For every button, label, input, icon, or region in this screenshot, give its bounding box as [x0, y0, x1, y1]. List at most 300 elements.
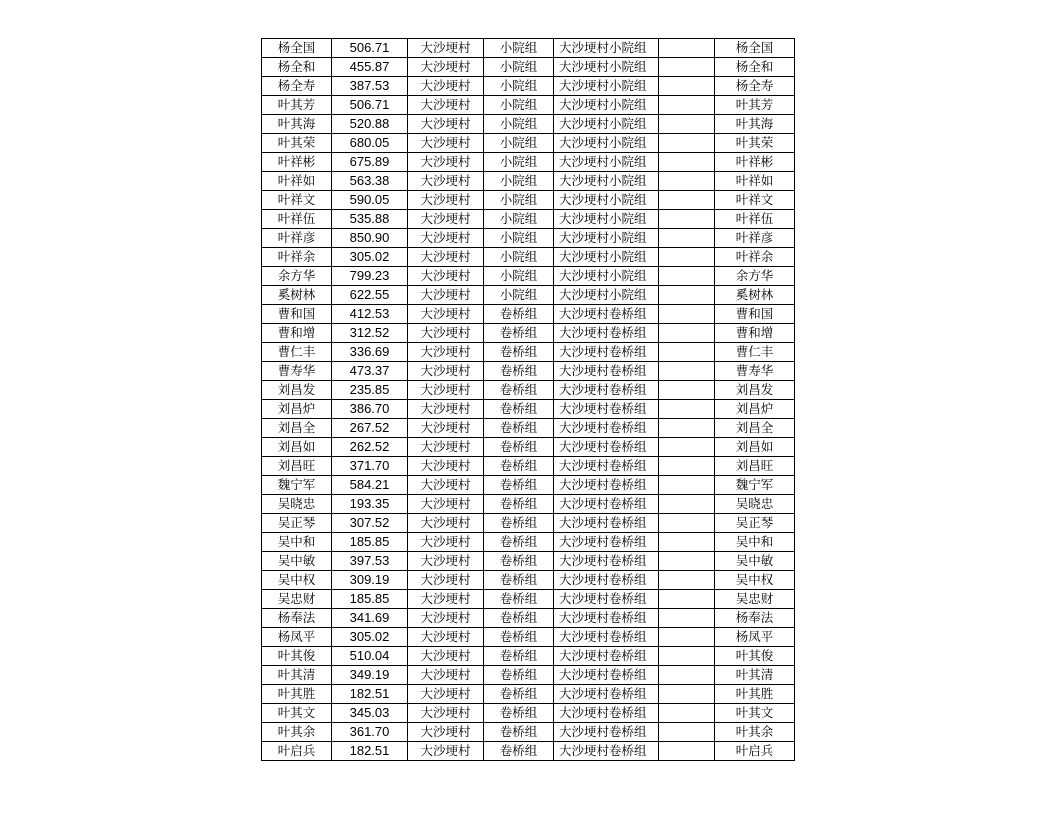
village-cell: 大沙埂村: [408, 39, 484, 58]
village-cell: 大沙埂村: [408, 248, 484, 267]
village-cell: 大沙埂村: [408, 495, 484, 514]
group-cell: 小院组: [484, 115, 554, 134]
blank-cell: [659, 552, 715, 571]
table-row: [262, 96, 795, 115]
holder-name-cell: 叶祥伍: [715, 210, 795, 229]
area-value-cell: 235.85: [332, 381, 408, 400]
blank-cell: [659, 381, 715, 400]
table-row: [262, 39, 795, 58]
holder-name-cell: 魏宁军: [715, 476, 795, 495]
farmer-name-cell: 叶其俊: [262, 647, 332, 666]
group-cell: 卷桥组: [484, 685, 554, 704]
village-cell: 大沙埂村: [408, 96, 484, 115]
area-value-cell: 371.70: [332, 457, 408, 476]
blank-cell: [659, 153, 715, 172]
table-row: [262, 400, 795, 419]
group-cell: 卷桥组: [484, 666, 554, 685]
holder-name-cell: 曹寿华: [715, 362, 795, 381]
holder-name-cell: 叶祥文: [715, 191, 795, 210]
table-row: [262, 438, 795, 457]
farmer-name-cell: 曹仁丰: [262, 343, 332, 362]
table-row: [262, 343, 795, 362]
holder-name-cell: 吴正琴: [715, 514, 795, 533]
holder-name-cell: 杨全和: [715, 58, 795, 77]
farmer-name-cell: 曹和增: [262, 324, 332, 343]
holder-name-cell: 叶其荣: [715, 134, 795, 153]
village-cell: 大沙埂村: [408, 476, 484, 495]
farmer-name-cell: 叶祥余: [262, 248, 332, 267]
area-value-cell: 185.85: [332, 590, 408, 609]
blank-cell: [659, 267, 715, 286]
group-cell: 卷桥组: [484, 742, 554, 761]
village-cell: 大沙埂村: [408, 533, 484, 552]
holder-name-cell: 叶其俊: [715, 647, 795, 666]
blank-cell: [659, 742, 715, 761]
location-cell: 大沙埂村小院组: [554, 134, 659, 153]
farmer-name-cell: 叶祥如: [262, 172, 332, 191]
area-value-cell: 341.69: [332, 609, 408, 628]
group-cell: 小院组: [484, 172, 554, 191]
blank-cell: [659, 305, 715, 324]
table-row: [262, 191, 795, 210]
farmer-name-cell: 叶其胜: [262, 685, 332, 704]
blank-cell: [659, 58, 715, 77]
area-value-cell: 535.88: [332, 210, 408, 229]
village-cell: 大沙埂村: [408, 362, 484, 381]
area-value-cell: 850.90: [332, 229, 408, 248]
blank-cell: [659, 400, 715, 419]
group-cell: 卷桥组: [484, 723, 554, 742]
farmer-name-cell: 吴中和: [262, 533, 332, 552]
holder-name-cell: 吴忠财: [715, 590, 795, 609]
location-cell: 大沙埂村卷桥组: [554, 742, 659, 761]
village-cell: 大沙埂村: [408, 552, 484, 571]
blank-cell: [659, 248, 715, 267]
location-cell: 大沙埂村卷桥组: [554, 438, 659, 457]
location-cell: 大沙埂村卷桥组: [554, 343, 659, 362]
table-body: [262, 39, 795, 761]
holder-name-cell: 吴中和: [715, 533, 795, 552]
group-cell: 卷桥组: [484, 343, 554, 362]
group-cell: 卷桥组: [484, 533, 554, 552]
farmer-name-cell: 吴晓忠: [262, 495, 332, 514]
group-cell: 卷桥组: [484, 324, 554, 343]
holder-name-cell: 曹和增: [715, 324, 795, 343]
table-row: [262, 704, 795, 723]
group-cell: 卷桥组: [484, 362, 554, 381]
holder-name-cell: 余方华: [715, 267, 795, 286]
farmer-name-cell: 叶其文: [262, 704, 332, 723]
holder-name-cell: 叶其芳: [715, 96, 795, 115]
blank-cell: [659, 210, 715, 229]
table-row: [262, 362, 795, 381]
farmer-name-cell: 叶其荣: [262, 134, 332, 153]
village-cell: 大沙埂村: [408, 172, 484, 191]
area-value-cell: 590.05: [332, 191, 408, 210]
farmer-name-cell: 余方华: [262, 267, 332, 286]
blank-cell: [659, 343, 715, 362]
farmer-name-cell: 刘昌如: [262, 438, 332, 457]
village-cell: 大沙埂村: [408, 742, 484, 761]
blank-cell: [659, 438, 715, 457]
area-value-cell: 312.52: [332, 324, 408, 343]
area-value-cell: 361.70: [332, 723, 408, 742]
holder-name-cell: 曹仁丰: [715, 343, 795, 362]
farmer-name-cell: 杨全国: [262, 39, 332, 58]
blank-cell: [659, 590, 715, 609]
village-cell: 大沙埂村: [408, 267, 484, 286]
blank-cell: [659, 628, 715, 647]
farmer-name-cell: 奚树林: [262, 286, 332, 305]
farmer-name-cell: 杨凤平: [262, 628, 332, 647]
farmer-name-cell: 刘昌炉: [262, 400, 332, 419]
group-cell: 小院组: [484, 210, 554, 229]
area-value-cell: 307.52: [332, 514, 408, 533]
blank-cell: [659, 362, 715, 381]
village-cell: 大沙埂村: [408, 457, 484, 476]
table-row: [262, 609, 795, 628]
area-value-cell: 386.70: [332, 400, 408, 419]
table-row: [262, 58, 795, 77]
area-value-cell: 622.55: [332, 286, 408, 305]
location-cell: 大沙埂村卷桥组: [554, 628, 659, 647]
blank-cell: [659, 286, 715, 305]
group-cell: 小院组: [484, 134, 554, 153]
area-value-cell: 412.53: [332, 305, 408, 324]
location-cell: 大沙埂村卷桥组: [554, 476, 659, 495]
village-cell: 大沙埂村: [408, 723, 484, 742]
group-cell: 小院组: [484, 286, 554, 305]
village-cell: 大沙埂村: [408, 210, 484, 229]
location-cell: 大沙埂村小院组: [554, 191, 659, 210]
location-cell: 大沙埂村卷桥组: [554, 666, 659, 685]
village-cell: 大沙埂村: [408, 704, 484, 723]
holder-name-cell: 刘昌发: [715, 381, 795, 400]
holder-name-cell: 叶其海: [715, 115, 795, 134]
group-cell: 卷桥组: [484, 571, 554, 590]
holder-name-cell: 叶其清: [715, 666, 795, 685]
blank-cell: [659, 39, 715, 58]
location-cell: 大沙埂村小院组: [554, 153, 659, 172]
village-cell: 大沙埂村: [408, 229, 484, 248]
location-cell: 大沙埂村卷桥组: [554, 419, 659, 438]
blank-cell: [659, 134, 715, 153]
village-cell: 大沙埂村: [408, 628, 484, 647]
blank-cell: [659, 609, 715, 628]
farmer-name-cell: 杨全和: [262, 58, 332, 77]
group-cell: 卷桥组: [484, 704, 554, 723]
holder-name-cell: 叶祥彬: [715, 153, 795, 172]
table-row: [262, 476, 795, 495]
farmer-name-cell: 刘昌旺: [262, 457, 332, 476]
group-cell: 卷桥组: [484, 647, 554, 666]
table-row: [262, 590, 795, 609]
blank-cell: [659, 495, 715, 514]
area-value-cell: 506.71: [332, 96, 408, 115]
holder-name-cell: 杨全寿: [715, 77, 795, 96]
group-cell: 卷桥组: [484, 495, 554, 514]
group-cell: 卷桥组: [484, 305, 554, 324]
location-cell: 大沙埂村卷桥组: [554, 457, 659, 476]
village-cell: 大沙埂村: [408, 343, 484, 362]
location-cell: 大沙埂村卷桥组: [554, 685, 659, 704]
area-value-cell: 473.37: [332, 362, 408, 381]
group-cell: 小院组: [484, 191, 554, 210]
location-cell: 大沙埂村小院组: [554, 267, 659, 286]
holder-name-cell: 叶祥彦: [715, 229, 795, 248]
village-cell: 大沙埂村: [408, 666, 484, 685]
village-cell: 大沙埂村: [408, 647, 484, 666]
location-cell: 大沙埂村卷桥组: [554, 723, 659, 742]
farmer-name-cell: 曹寿华: [262, 362, 332, 381]
group-cell: 小院组: [484, 39, 554, 58]
table-row: [262, 77, 795, 96]
location-cell: 大沙埂村卷桥组: [554, 381, 659, 400]
area-value-cell: 680.05: [332, 134, 408, 153]
group-cell: 小院组: [484, 96, 554, 115]
table-row: [262, 210, 795, 229]
farmer-name-cell: 魏宁军: [262, 476, 332, 495]
holder-name-cell: 叶其文: [715, 704, 795, 723]
farmer-name-cell: 杨全寿: [262, 77, 332, 96]
location-cell: 大沙埂村小院组: [554, 172, 659, 191]
blank-cell: [659, 96, 715, 115]
area-value-cell: 520.88: [332, 115, 408, 134]
group-cell: 小院组: [484, 229, 554, 248]
group-cell: 卷桥组: [484, 381, 554, 400]
blank-cell: [659, 685, 715, 704]
blank-cell: [659, 723, 715, 742]
farmer-name-cell: 吴中权: [262, 571, 332, 590]
location-cell: 大沙埂村小院组: [554, 96, 659, 115]
blank-cell: [659, 533, 715, 552]
location-cell: 大沙埂村卷桥组: [554, 571, 659, 590]
holder-name-cell: 叶启兵: [715, 742, 795, 761]
farmer-name-cell: 叶启兵: [262, 742, 332, 761]
village-cell: 大沙埂村: [408, 590, 484, 609]
group-cell: 卷桥组: [484, 609, 554, 628]
holder-name-cell: 叶其余: [715, 723, 795, 742]
table-row: [262, 419, 795, 438]
table-row: [262, 742, 795, 761]
table-row: [262, 457, 795, 476]
area-value-cell: 305.02: [332, 628, 408, 647]
village-cell: 大沙埂村: [408, 153, 484, 172]
group-cell: 小院组: [484, 248, 554, 267]
blank-cell: [659, 476, 715, 495]
table-row: [262, 381, 795, 400]
blank-cell: [659, 172, 715, 191]
table-row: [262, 286, 795, 305]
village-cell: 大沙埂村: [408, 134, 484, 153]
farmer-name-cell: 吴忠财: [262, 590, 332, 609]
group-cell: 卷桥组: [484, 438, 554, 457]
table-row: [262, 324, 795, 343]
area-value-cell: 455.87: [332, 58, 408, 77]
blank-cell: [659, 647, 715, 666]
area-value-cell: 182.51: [332, 742, 408, 761]
area-value-cell: 799.23: [332, 267, 408, 286]
village-cell: 大沙埂村: [408, 685, 484, 704]
holder-name-cell: 刘昌如: [715, 438, 795, 457]
location-cell: 大沙埂村小院组: [554, 248, 659, 267]
table-row: [262, 153, 795, 172]
location-cell: 大沙埂村卷桥组: [554, 305, 659, 324]
location-cell: 大沙埂村小院组: [554, 210, 659, 229]
table-row: [262, 571, 795, 590]
blank-cell: [659, 191, 715, 210]
farmer-name-cell: 吴正琴: [262, 514, 332, 533]
area-value-cell: 397.53: [332, 552, 408, 571]
holder-name-cell: 叶祥余: [715, 248, 795, 267]
holder-name-cell: 叶祥如: [715, 172, 795, 191]
farmer-name-cell: 叶祥文: [262, 191, 332, 210]
blank-cell: [659, 115, 715, 134]
village-cell: 大沙埂村: [408, 609, 484, 628]
village-cell: 大沙埂村: [408, 305, 484, 324]
location-cell: 大沙埂村卷桥组: [554, 362, 659, 381]
farmer-name-cell: 刘昌发: [262, 381, 332, 400]
location-cell: 大沙埂村卷桥组: [554, 647, 659, 666]
village-cell: 大沙埂村: [408, 514, 484, 533]
holder-name-cell: 刘昌炉: [715, 400, 795, 419]
holder-name-cell: 杨凤平: [715, 628, 795, 647]
area-value-cell: 267.52: [332, 419, 408, 438]
table-row: [262, 248, 795, 267]
blank-cell: [659, 666, 715, 685]
location-cell: 大沙埂村小院组: [554, 115, 659, 134]
farmer-name-cell: 曹和国: [262, 305, 332, 324]
land-register-table: [261, 38, 795, 761]
blank-cell: [659, 229, 715, 248]
village-cell: 大沙埂村: [408, 324, 484, 343]
farmer-name-cell: 叶祥彬: [262, 153, 332, 172]
area-value-cell: 563.38: [332, 172, 408, 191]
village-cell: 大沙埂村: [408, 419, 484, 438]
farmer-name-cell: 叶祥彦: [262, 229, 332, 248]
blank-cell: [659, 514, 715, 533]
location-cell: 大沙埂村卷桥组: [554, 514, 659, 533]
location-cell: 大沙埂村小院组: [554, 77, 659, 96]
location-cell: 大沙埂村小院组: [554, 58, 659, 77]
blank-cell: [659, 419, 715, 438]
village-cell: 大沙埂村: [408, 438, 484, 457]
farmer-name-cell: 吴中敏: [262, 552, 332, 571]
location-cell: 大沙埂村卷桥组: [554, 609, 659, 628]
area-value-cell: 305.02: [332, 248, 408, 267]
location-cell: 大沙埂村卷桥组: [554, 552, 659, 571]
village-cell: 大沙埂村: [408, 571, 484, 590]
table-row: [262, 495, 795, 514]
group-cell: 小院组: [484, 77, 554, 96]
farmer-name-cell: 叶其海: [262, 115, 332, 134]
area-value-cell: 345.03: [332, 704, 408, 723]
blank-cell: [659, 704, 715, 723]
holder-name-cell: 奚树林: [715, 286, 795, 305]
group-cell: 小院组: [484, 153, 554, 172]
location-cell: 大沙埂村小院组: [554, 286, 659, 305]
table-row: [262, 666, 795, 685]
table-row: [262, 115, 795, 134]
blank-cell: [659, 324, 715, 343]
holder-name-cell: 曹和国: [715, 305, 795, 324]
area-value-cell: 185.85: [332, 533, 408, 552]
village-cell: 大沙埂村: [408, 286, 484, 305]
farmer-name-cell: 叶其芳: [262, 96, 332, 115]
table-row: [262, 514, 795, 533]
location-cell: 大沙埂村卷桥组: [554, 590, 659, 609]
group-cell: 卷桥组: [484, 400, 554, 419]
village-cell: 大沙埂村: [408, 58, 484, 77]
blank-cell: [659, 77, 715, 96]
village-cell: 大沙埂村: [408, 77, 484, 96]
table-row: [262, 267, 795, 286]
area-value-cell: 506.71: [332, 39, 408, 58]
area-value-cell: 336.69: [332, 343, 408, 362]
farmer-name-cell: 叶其清: [262, 666, 332, 685]
table-row: [262, 552, 795, 571]
group-cell: 卷桥组: [484, 590, 554, 609]
location-cell: 大沙埂村卷桥组: [554, 324, 659, 343]
group-cell: 小院组: [484, 267, 554, 286]
holder-name-cell: 杨全国: [715, 39, 795, 58]
area-value-cell: 182.51: [332, 685, 408, 704]
group-cell: 卷桥组: [484, 419, 554, 438]
holder-name-cell: 吴中权: [715, 571, 795, 590]
village-cell: 大沙埂村: [408, 191, 484, 210]
table-row: [262, 305, 795, 324]
area-value-cell: 675.89: [332, 153, 408, 172]
holder-name-cell: 吴中敏: [715, 552, 795, 571]
holder-name-cell: 吴晓忠: [715, 495, 795, 514]
area-value-cell: 262.52: [332, 438, 408, 457]
group-cell: 卷桥组: [484, 552, 554, 571]
area-value-cell: 193.35: [332, 495, 408, 514]
location-cell: 大沙埂村卷桥组: [554, 400, 659, 419]
location-cell: 大沙埂村卷桥组: [554, 495, 659, 514]
location-cell: 大沙埂村卷桥组: [554, 533, 659, 552]
group-cell: 卷桥组: [484, 476, 554, 495]
group-cell: 卷桥组: [484, 628, 554, 647]
group-cell: 卷桥组: [484, 457, 554, 476]
area-value-cell: 309.19: [332, 571, 408, 590]
village-cell: 大沙埂村: [408, 400, 484, 419]
area-value-cell: 510.04: [332, 647, 408, 666]
table-row: [262, 647, 795, 666]
table-row: [262, 533, 795, 552]
village-cell: 大沙埂村: [408, 381, 484, 400]
holder-name-cell: 刘昌全: [715, 419, 795, 438]
holder-name-cell: 刘昌旺: [715, 457, 795, 476]
village-cell: 大沙埂村: [408, 115, 484, 134]
table-row: [262, 229, 795, 248]
table-row: [262, 172, 795, 191]
group-cell: 小院组: [484, 58, 554, 77]
table-row: [262, 723, 795, 742]
holder-name-cell: 杨奉法: [715, 609, 795, 628]
location-cell: 大沙埂村小院组: [554, 39, 659, 58]
area-value-cell: 584.21: [332, 476, 408, 495]
table-row: [262, 134, 795, 153]
blank-cell: [659, 457, 715, 476]
farmer-name-cell: 刘昌全: [262, 419, 332, 438]
table-row: [262, 685, 795, 704]
farmer-name-cell: 叶其余: [262, 723, 332, 742]
holder-name-cell: 叶其胜: [715, 685, 795, 704]
group-cell: 卷桥组: [484, 514, 554, 533]
farmer-name-cell: 叶祥伍: [262, 210, 332, 229]
location-cell: 大沙埂村小院组: [554, 229, 659, 248]
